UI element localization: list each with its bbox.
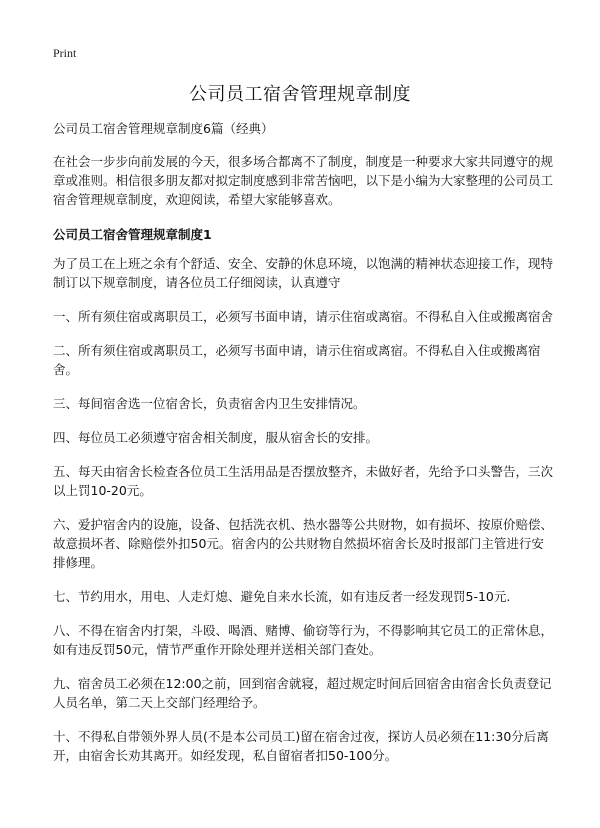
print-link[interactable]: Print [53,46,77,60]
document-body [53,119,553,780]
rule-item: 二、所有须住宿或离职员工，必须写书面申请，请示住宿或离宿。不得私自入住或搬离宿舍。 [53,343,541,377]
rule-item: 六、爱护宿舍内的设施，设备、包括洗衣机、热水器等公共财物，如有损坏、按原价赔偿、故意损坏者、除赔偿外扣50元。宿舍内的公共财物自然损坏宿舍长及时报部门主管进行安排修理。 [53,517,554,570]
rule-item: 七、节约用水，用电、人走灯熄、避免自来水长流，如有违反者一经发现罚5-10元. [53,589,511,604]
document-subtitle: 公司员工宿舍管理规章制度6篇（经典） [53,121,274,136]
rule-item: 三、每间宿舍选一位宿舍长，负责宿舍内卫生安排情况。 [53,396,366,411]
rule-item: 四、每位员工必须遵守宿舍相关制度，服从宿舍长的安排。 [53,430,379,445]
rule-item: 八、不得在宿舍内打架，斗殴、喝酒、赌博、偷窃等行为，不得影响其它员工的正常休息，如有违反罚50元，情节严重作开除处理并送相关部门查处。 [53,623,554,657]
intro-paragraph: 在社会一步步向前发展的今天，很多场合都离不了制度，制度是一种要求大家共同遵守的规章或准则。相信很多朋友都对拟定制度感到非常苦恼吧，以下是小编为大家整理的公司员工宿舍管理规章制度，欢迎阅读，希望大家能够喜欢。 [53,154,554,207]
section-heading: 公司员工宿舍管理规章制度1 [53,227,212,242]
document-title: 公司员工宿舍管理规章制度 [189,84,411,105]
paragraph: 为了员工在上班之余有个舒适、安全、安静的休息环境，以饱满的精神状态迎接工作，现特制订以下规章制度，请各位员工仔细阅读，认真遵守 [53,256,554,290]
rule-item: 十、不得私自带领外界人员(不是本公司员工)留在宿舍过夜，探访人员必须在11:30分后离开，由宿舍长劝其离开。如经发现，私自留宿者扣50-100分。 [53,729,549,763]
rule-item: 一、所有须住宿或离职员工，必须写书面申请，请示住宿或离宿。不得私自入住或搬离宿舍 [53,309,554,324]
rule-item: 五、每天由宿舍长检查各位员工生活用品是否摆放整齐，未做好者，先给予口头警告，三次以上罚10-20元。 [53,464,554,498]
rule-item: 九、宿舍员工必须在12:00之前，回到宿舍就寝，超过规定时间后回宿舍由宿舍长负责登记人员名单，第二天上交部门经理给予。 [53,676,552,710]
